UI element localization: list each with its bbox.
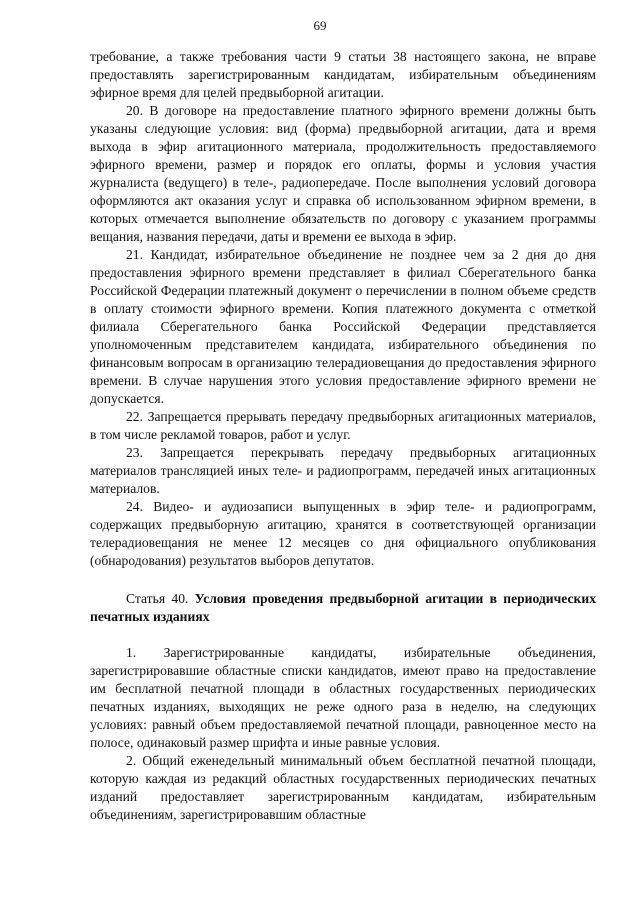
document-body <box>90 48 596 824</box>
article-title: Условия проведения предвыборной агитации в периодических печатных изданиях <box>90 591 596 624</box>
paragraph-24: 24. Видео- и аудиозаписи выпущенных в эфир теле- и радиопрограмм, содержащих предвыборную агитацию, хранятся в соответствующей организации телерадиовещания не менее 12 месяцев со дня официального опубликования (обнародования) результатов выборов депутатов. <box>90 499 596 568</box>
paragraph-21: 21. Кандидат, избирательное объединение не позднее чем за 2 дня до дня предоставления эфирного времени представляет в филиал Сберегательного банка Российской Федерации платежный документ о перечислении в полном объеме средств в оплату стоимости эфирного времени. Копия платежного документа с отметкой филиала Сберегательного банка Российской Федерации представляется уполномоченным представителем кандидата, избирательного объединения по финансовым вопросам в организацию телерадиовещания до предоставления эфирного времени. В случае нарушения этого условия предоставление эфирного времени не допускается. <box>90 247 596 406</box>
article-number: Статья 40. <box>126 591 189 606</box>
paragraph-20: 20. В договоре на предоставление платного эфирного времени должны быть указаны следующие условия: вид (форма) предвыборной агитации, дата и время выхода в эфир агитационного материала, продолжительность предоставляемого эфирного времени, размер и порядок его оплаты, формы и условия участия журналиста (ведущего) в теле-, радиопередаче. После выполнения условий договора оформляются акт оказания услуг и справка об использованном эфирном времени, в которых отмечается выполнение обязательств по договору с указанием программы вещания, названия передачи, даты и времени ее выхода в эфир. <box>90 103 596 244</box>
paragraph-23: 23. Запрещается перекрывать передачу предвыборных агитационных материалов трансляцией иных теле- и радиопрограмм, передачей иных агитационных материалов. <box>90 445 596 496</box>
article-heading <box>90 590 596 626</box>
paragraph-22: 22. Запрещается прерывать передачу предвыборных агитационных материалов, в том числе рекламой товаров, работ и услуг. <box>90 409 596 442</box>
article-paragraph-1: 1. Зарегистрированные кандидаты, избирательные объединения, зарегистрировавшие областные списки кандидатов, имеют право на предоставление им бесплатной печатной площади в областных государственных периодических печатных изданиях, выходящих не реже одного раза в неделю, на следующих условиях: равный объем предоставляемой печатной площади, равноценное место на полосе, одинаковый размер шрифта и иные равные условия. <box>90 645 596 750</box>
page-number: 69 <box>313 18 327 33</box>
article-paragraph-2: 2. Общий еженедельный минимальный объем бесплатной печатной площади, которую каждая из редакций областных государственных периодических печатных изданий предоставляет зарегистрированным кандидатам, избирательным объединениям, зарегистрировавшим областные <box>90 753 596 822</box>
paragraph-continuation: требование, а также требования части 9 статьи 38 настоящего закона, не вправе предоставлять зарегистрированным кандидатам, избирательным объединениям эфирное время для целей предвыборной агитации. <box>90 49 596 100</box>
